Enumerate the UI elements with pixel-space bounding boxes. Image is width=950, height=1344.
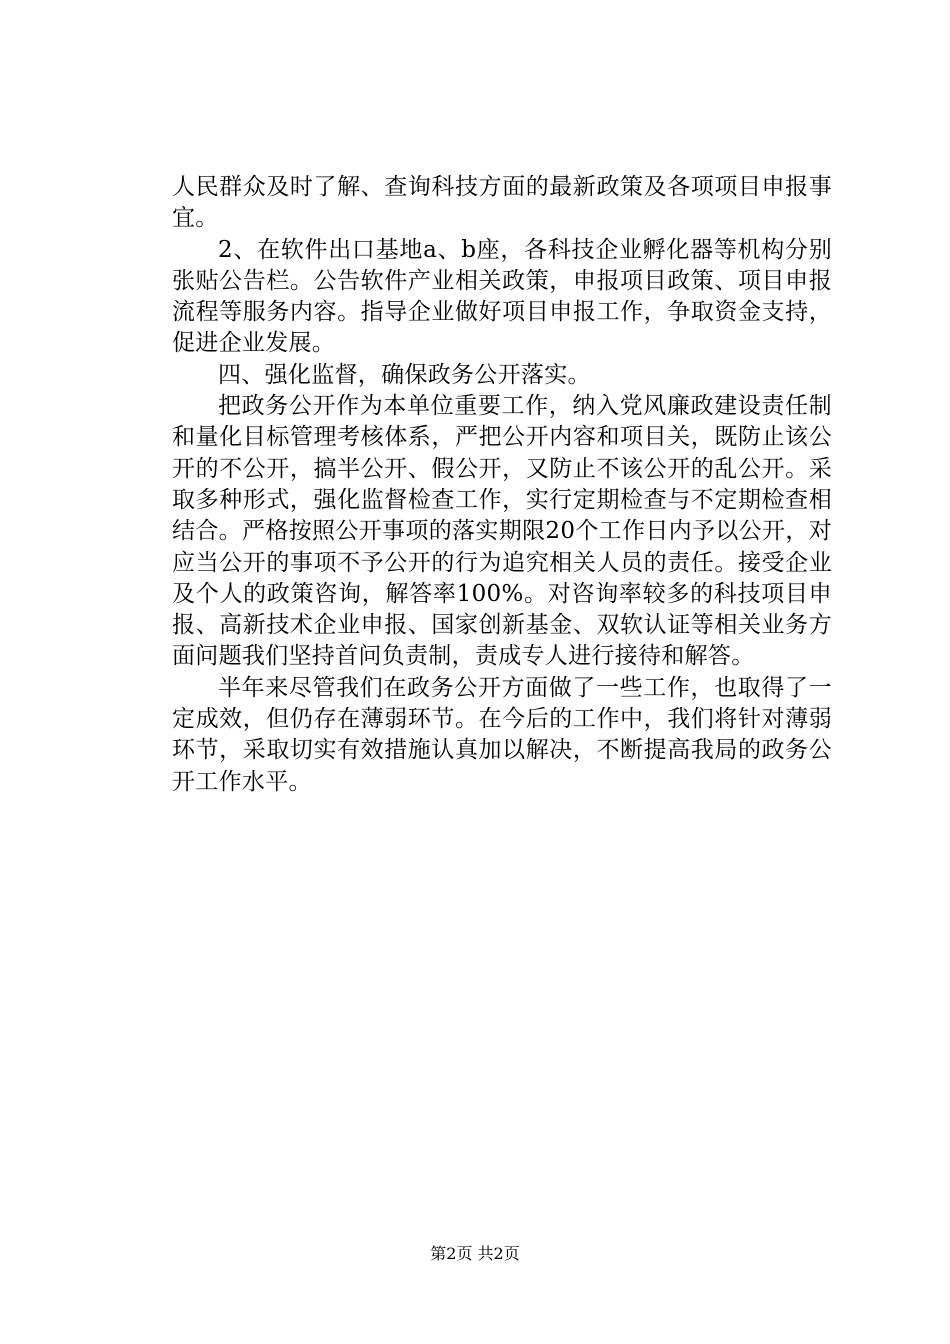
section-heading-4: 四、强化监督，确保政务公开落实。 xyxy=(218,361,591,388)
paragraph-item-2: 2、在软件出口基地a、b座，各科技企业孵化器等机构分别张贴公告栏。公告软件产业相关政策，申报项目政策、项目申报流程等服务内容。指导企业做好项目申报工作，争取资金支持，促进企业发展。 xyxy=(172,236,832,357)
paragraph-supervision: 把政务公开作为本单位重要工作，纳入党风廉政建设责任制和量化目标管理考核体系，严把公开内容和项目关，既防止该公开的不公开，搞半公开、假公开，又防止不该公开的乱公开。采取多种形式，强化监督检查工作，实行定期检查与不定期检查相结合。严格按照公开事项的落实期限20个工作日内予以公开，对应当公开的事项不予公开的行为追究相关人员的责任。接受企业及个人的政策咨询，解答率100%。对咨询率较多的科技项目申报、高新技术企业申报、国家创新基金、双软认证等相关业务方面问题我们坚持首问负责制，责成专人进行接待和解答。 xyxy=(172,393,832,670)
page-number-footer: 第2页 共2页 xyxy=(430,1244,520,1263)
document-body xyxy=(172,172,832,798)
paragraph-conclusion: 半年来尽管我们在政务公开方面做了一些工作，也取得了一定成效，但仍存在薄弱环节。在今后的工作中，我们将针对薄弱环节，采取切实有效措施认真加以解决，不断提高我局的政务公开工作水平。 xyxy=(172,674,832,795)
paragraph-continuation: 人民群众及时了解、查询科技方面的最新政策及各项项目申报事宜。 xyxy=(172,174,832,232)
